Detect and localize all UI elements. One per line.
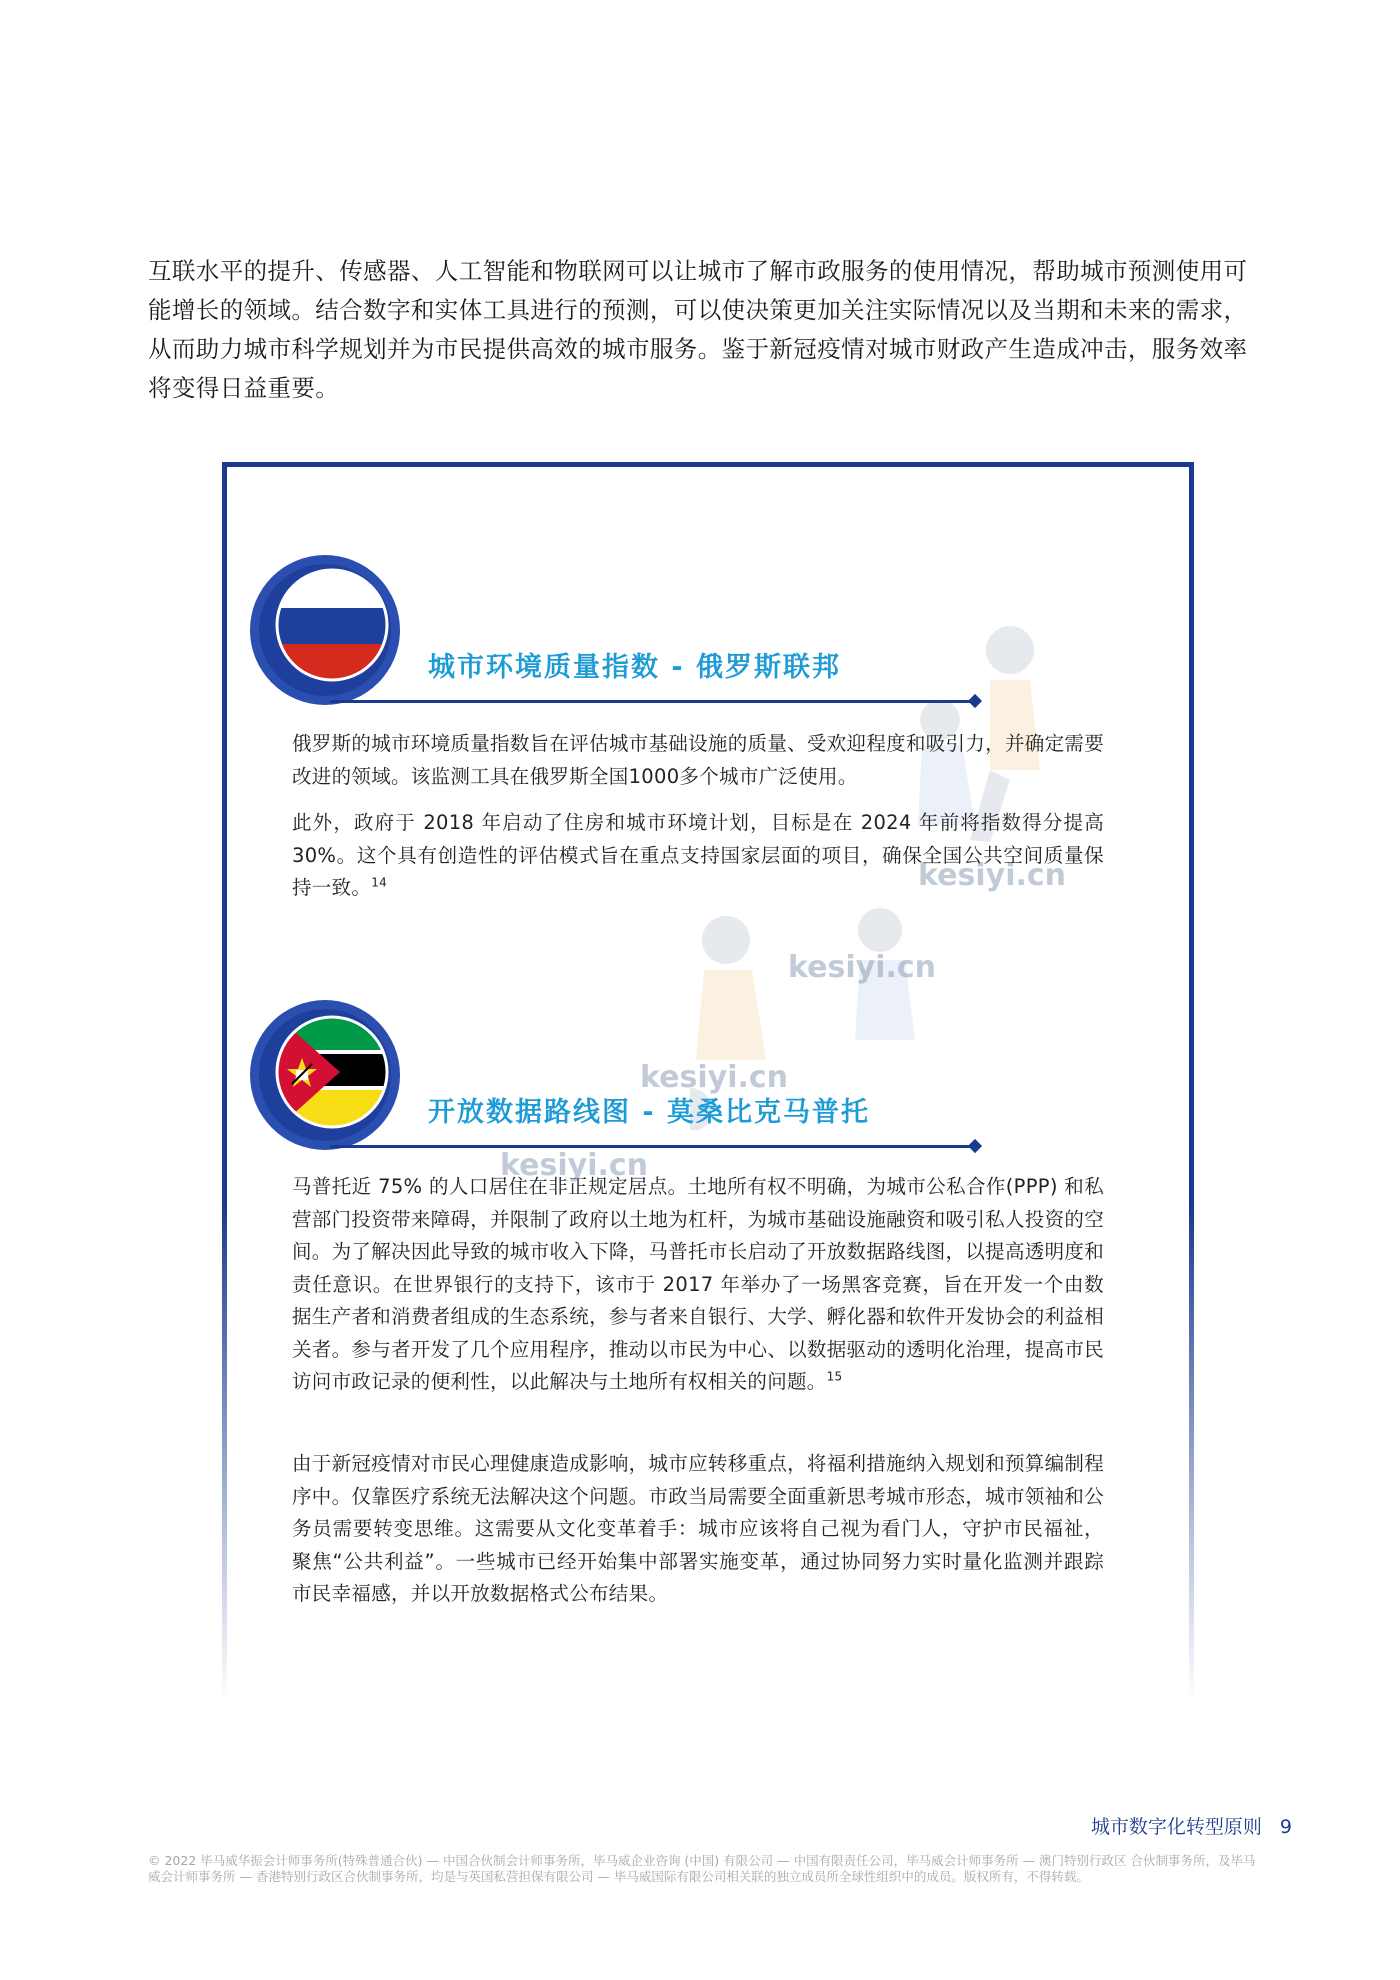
title-rule [330, 1145, 970, 1148]
watermark-text: kesiyi.cn [640, 1060, 789, 1095]
watermark-text: kesiyi.cn [500, 1148, 649, 1183]
watermark-text: kesiyi.cn [918, 858, 1067, 893]
page-number: 9 [1279, 1816, 1292, 1838]
copyright-notice: © 2022 毕马威华振会计师事务所(特殊普通合伙) — 中国合伙制会计师事务所，毕马威企业咨询 (中国) 有限公司 — 中国有限责任公司，毕马威会计师事务所 — 澳门特别行政区 合伙制事务所，及毕马威会计师事务所 — 香港特别行政区合伙制事务所，均是与英国私营担保有限公司 — 毕马威国际有限公司相关联的独立成员所全球性组织中的成员。版权所有，不得转载。 [148, 1853, 1256, 1884]
rule-diamond-icon [968, 694, 982, 708]
footnote-ref: 15 [826, 1369, 843, 1384]
case-paragraph: 俄罗斯的城市环境质量指数旨在评估城市基础设施的质量、受欢迎程度和吸引力，并确定需要改进的领域。该监测工具在俄罗斯全国1000多个城市广泛使用。 [292, 732, 1104, 788]
case-title-mozambique: 开放数据路线图 - 莫桑比克马普托 [428, 1097, 871, 1128]
case-title-russia: 城市环境质量指数 - 俄罗斯联邦 [428, 652, 842, 683]
title-rule [330, 700, 970, 703]
rule-diamond-icon [968, 1139, 982, 1153]
russia-flag-icon [250, 555, 400, 705]
mozambique-flag-icon [250, 1000, 400, 1150]
footer-title-text: 城市数字化转型原则 [1090, 1816, 1262, 1838]
frame-top-border [222, 462, 1194, 467]
footer-doc-title [1091, 1812, 1292, 1839]
case-paragraph: 马普托近 75% 的人口居住在非正规定居点。土地所有权不明确，为城市公私合作(PPP) 和私营部门投资带来障碍，并限制了政府以土地为杠杆，为城市基础设施融资和吸引私人投资的空间。为了解决因此导致的城市收入下降，马普托市长启动了开放数据路线图，以提高透明度和责任意识。在世界银行的支持下，该市于 2017 年举办了一场黑客竞赛，旨在开发一个由数据生产者和消费者组成的生态系统，参与者来自银行、大学、孵化器和软件开发协会的利益相关者。参与者开发了几个应用程序，推动以市民为中心、以数据驱动的透明化治理，提高市民访问市政记录的便利性，以此解决与土地所有权相关的问题。$^{15}$ [292, 1175, 1104, 1393]
watermark-text: kesiyi.cn [788, 950, 937, 985]
case-paragraph: 此外，政府于 2018 年启动了住房和城市环境计划，目标是在 2024 年前将指数得分提高 30%。这个具有创造性的评估模式旨在重点支持国家层面的项目，确保全国公共空间质量保持一致。$^{14}$ [292, 811, 1104, 899]
footnote-ref: 14 [371, 875, 388, 890]
case-paragraph: 由于新冠疫情对市民心理健康造成影响，城市应转移重点，将福利措施纳入规划和预算编制程序中。仅靠医疗系统无法解决这个问题。市政当局需要全面重新思考城市形态，城市领袖和公务员需要转变思维。这需要从文化变革着手：城市应该将自己视为看门人，守护市民福祉， 聚焦“公共利益”。一些城市已经开始集中部署实施变革，通过协同努力实时量化监测并跟踪市民幸福感，并以开放数据格式公布结果。 [292, 1452, 1104, 1605]
intro-paragraph: 互联水平的提升、传感器、人工智能和物联网可以让城市了解市政服务的使用情况，帮助城市预测使用可能增长的领域。结合数字和实体工具进行的预测，可以使决策更加关注实际情况以及当期和未来的需求，从而助力城市科学规划并为市民提供高效的城市服务。鉴于新冠疫情对城市财政产生造成冲击，服务效率将变得日益重要。 [148, 257, 1248, 402]
frame-left-border [222, 462, 227, 1702]
frame-right-border [1189, 462, 1194, 1702]
